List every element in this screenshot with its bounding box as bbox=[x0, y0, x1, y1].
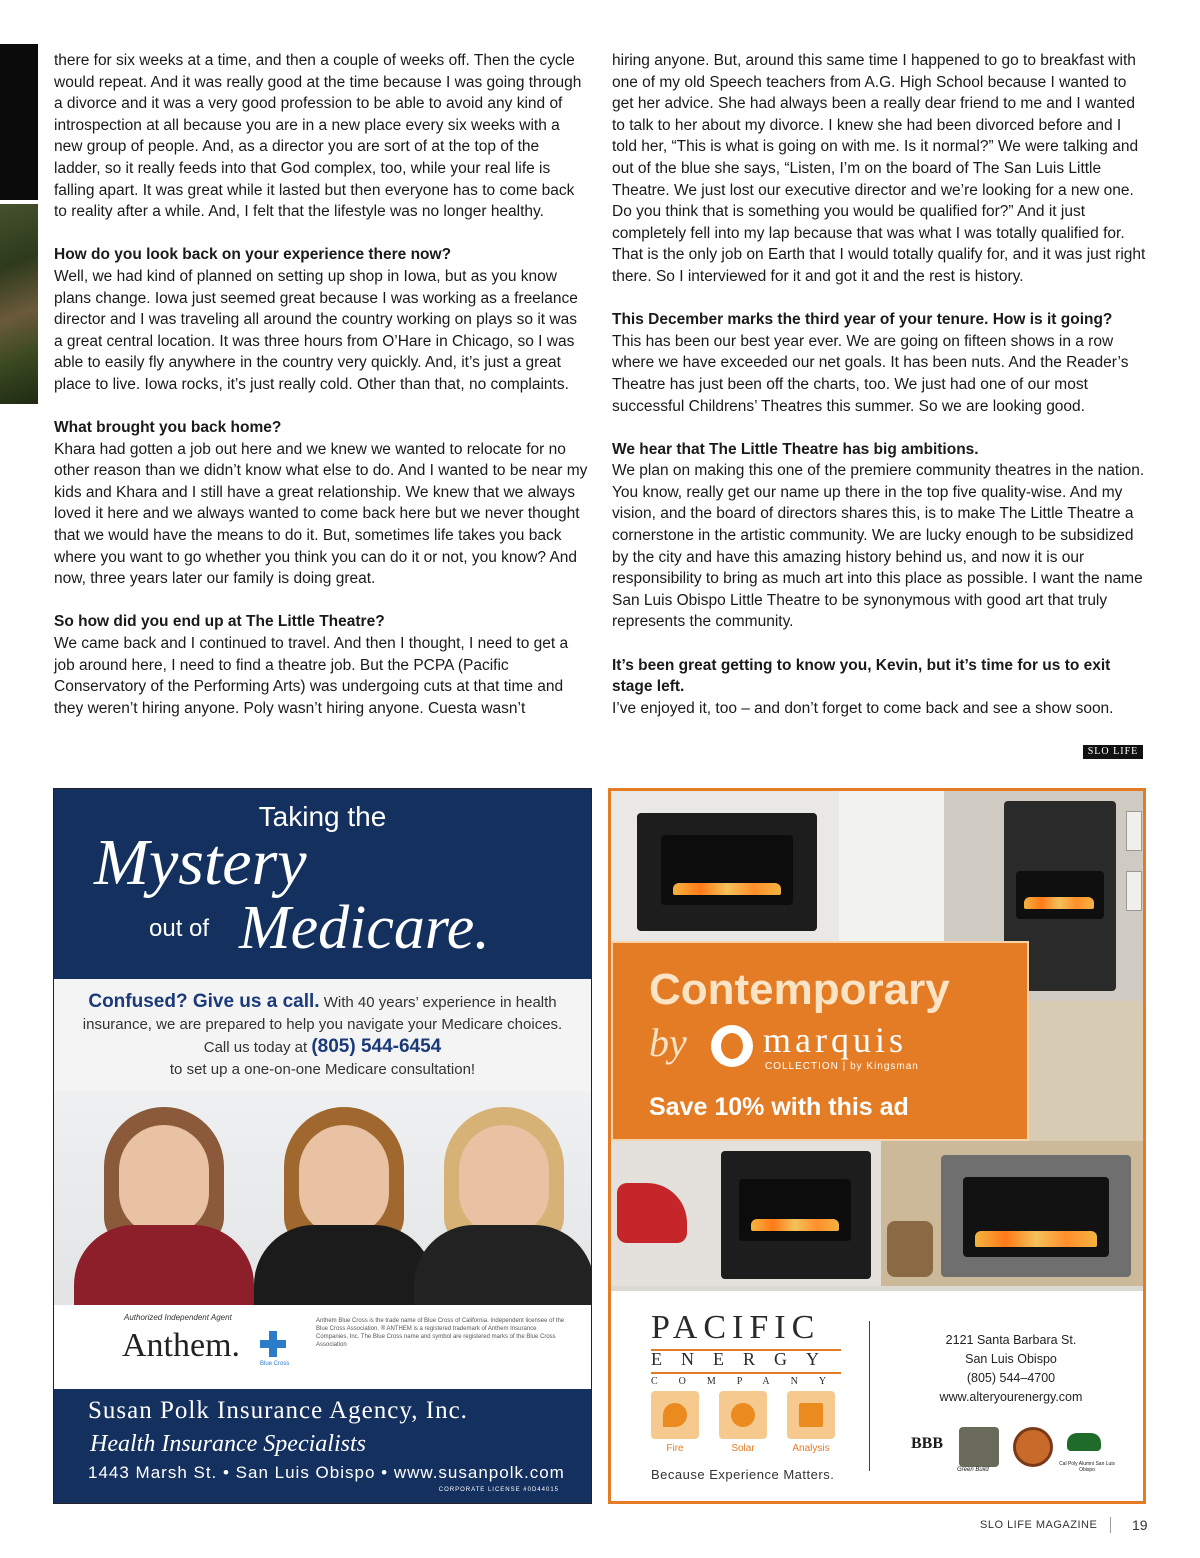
company-tagline: Because Experience Matters. bbox=[651, 1467, 835, 1482]
service-label: Fire bbox=[666, 1443, 684, 1454]
edge-photo-strip bbox=[0, 204, 38, 404]
qa-block bbox=[54, 611, 589, 719]
qa-block bbox=[612, 309, 1147, 417]
agency-footer bbox=[54, 1389, 591, 1504]
service-label: Analysis bbox=[792, 1443, 830, 1454]
service-icons bbox=[651, 1391, 841, 1457]
phone-number[interactable]: (805) 544–4700 bbox=[966, 1371, 1056, 1385]
qa-block bbox=[612, 439, 1147, 633]
authorized-label: Authorized Independent Agent bbox=[124, 1313, 232, 1322]
license-number: CORPORATE LICENSE #0D44015 bbox=[438, 1487, 559, 1493]
question: How do you look back on your experience there now? bbox=[54, 246, 452, 264]
fireplace-photo-collage bbox=[611, 791, 1143, 1291]
company-contact bbox=[911, 1331, 1111, 1407]
agent-portrait bbox=[74, 1105, 254, 1305]
agency-name: Susan Polk Insurance Agency, Inc. bbox=[88, 1397, 468, 1424]
headline-line1: Taking the bbox=[258, 801, 387, 832]
blue-cross-icon bbox=[260, 1331, 286, 1357]
marquis-logo-icon bbox=[711, 1025, 753, 1067]
fireplace-photo bbox=[881, 1141, 1146, 1286]
pacific-energy-logo bbox=[651, 1309, 848, 1387]
certification-badges bbox=[911, 1427, 1121, 1473]
paragraph: there for six weeks at a time, and then a couple of weeks off. Then the cycle would repeat. And it was really good at the time because I was going through a divorce and it was a very good profession to be able to avoid any kind of introspection at all because you are in a new place every six weeks with a new group of people. And, as a director you are sort of at the top of the ladder, so it really feeds into that God complex, too, while your real life is falling apart. It was great while it lasted but then everyone has to come back to reality after a while. And, I felt that the lifestyle was no longer healthy. bbox=[54, 52, 582, 221]
logo-energy: ENERGY bbox=[651, 1349, 838, 1369]
pitch-body: With 40 years’ experience in health insurance, we are prepared to help you navigate your Medicare choices. bbox=[82, 994, 563, 1033]
pitch-lead: Confused? Give us a call. bbox=[88, 991, 320, 1012]
blue-cross-label: Blue Cross bbox=[260, 1361, 290, 1367]
question: So how did you end up at The Little Theatre? bbox=[54, 613, 385, 631]
green-build-label: Green Build bbox=[957, 1467, 989, 1473]
article-column-right bbox=[612, 50, 1147, 741]
phone-number[interactable]: (805) 544-6454 bbox=[311, 1036, 442, 1057]
logo-company: COMPANY bbox=[651, 1376, 848, 1387]
agency-tagline: Health Insurance Specialists bbox=[90, 1431, 366, 1457]
offer-text: Save 10% with this ad bbox=[649, 1093, 909, 1121]
fireplace-photo bbox=[1029, 1001, 1146, 1141]
paragraph: hiring anyone. But, around this same time I happened to go to breakfast with one of my old Speech teachers from A.G. High School because I wanted to get her advice. She had always been a really dear friend to me and I wanted to talk to her about my divorce. I knew she had been divorced before and I told her, “This is what is going on with me. Is it normal?” We were talking and out of the blue she says, “Listen, I’m on the board of The San Luis Little Theatre. We just lost our executive director and we’re looking for a new one. Do you think that is something you would be qualified for?” And it just completely fell into my lap because that was what I was totally qualified for. That is the only job on Earth that I would totally qualify for, and it was just right there. So I interviewed for it and got it and the rest is history. bbox=[612, 52, 1146, 285]
medicare-headline bbox=[54, 789, 591, 979]
answer: This has been our best year ever. We are going on fifteen shows in a row where we have exceeded our net goals. It has been nuts. And the Reader’s Theatre has just been off the charts, too. We just had one of our most successful Childrens’ Theatres this summer. So we are looking good. bbox=[612, 332, 1129, 415]
brand-name: marquis bbox=[763, 1020, 907, 1060]
agents-photo bbox=[54, 1091, 591, 1305]
anthem-logo: Anthem. bbox=[122, 1327, 241, 1364]
answer: We came back and I continued to travel. And then I thought, I need to get a job around here, I need to find a theatre job. But the PCPA (Pacific Conservatory of the Performing Arts) was undergoing cuts at that time and they weren’t hiring anyone. Poly wasn’t hiring anyone. Cuesta wasn’t bbox=[54, 635, 569, 717]
end-mark-badge: SLO LIFE bbox=[1083, 745, 1143, 759]
city: San Luis Obispo bbox=[965, 1352, 1057, 1366]
call-text: Call us today at bbox=[203, 1039, 308, 1056]
agent-portrait bbox=[414, 1105, 592, 1305]
sun-icon bbox=[719, 1391, 767, 1439]
alumni-label: Cal Poly Alumni San Luis Obispo bbox=[1059, 1461, 1115, 1473]
answer: Well, we had kind of planned on setting up shop in Iowa, but as you know plans change. Iowa just seemed great because I was working as a freelance director and I was traveling all around the country working on plays so it was a great central location. It was three hours from O’Hare in Chicago, so I was able to easily fly anywhere in the country very quickly. And, it’s just a great place to live. Iowa rocks, it’s just really cold. Other than that, no complaints. bbox=[54, 267, 578, 393]
promo-headline: Contemporary bbox=[649, 965, 950, 1014]
green-build-badge bbox=[959, 1427, 999, 1467]
agent-portrait bbox=[254, 1105, 434, 1305]
fireplace-photo bbox=[611, 1141, 881, 1286]
answer: I’ve enjoyed it, too – and don’t forget to come back and see a show soon. bbox=[612, 699, 1114, 717]
brand-collection: COLLECTION | by Kingsman bbox=[765, 1061, 919, 1072]
medicare-ad[interactable] bbox=[53, 788, 592, 1504]
promo-by: by bbox=[649, 1020, 687, 1065]
qa-block bbox=[54, 244, 589, 395]
question: It’s been great getting to know you, Kevin, but it’s time for us to exit stage left. bbox=[612, 656, 1111, 696]
website-link[interactable]: www.alteryourenergy.com bbox=[939, 1390, 1083, 1404]
question: What brought you back home? bbox=[54, 419, 282, 437]
street-address: 2121 Santa Barbara St. bbox=[945, 1333, 1077, 1347]
seal-badge bbox=[1013, 1427, 1053, 1467]
service-label: Solar bbox=[731, 1443, 755, 1454]
red-chair bbox=[617, 1183, 687, 1243]
agency-address[interactable]: 1443 Marsh St. • San Luis Obispo • www.susanpolk.com bbox=[88, 1463, 565, 1482]
fireplace-photo bbox=[839, 791, 944, 943]
anthem-fine-print: Anthem Blue Cross is the trade name of Blue Cross of California. Independent licensee of the Blue Cross Association. ® ANTHEM is a registered trademark of Anthem Insurance Companies, Inc. The Blue Cross name and symbol are registered marks of the Blue Cross Association bbox=[316, 1318, 565, 1348]
edge-black-block bbox=[0, 44, 38, 200]
medicare-pitch bbox=[54, 979, 591, 1091]
footer-magazine-name: SLO LIFE MAGAZINE bbox=[980, 1519, 1098, 1531]
promo-panel bbox=[611, 941, 1029, 1141]
consult-text: to set up a one-on-one Medicare consultation! bbox=[169, 1061, 476, 1078]
question: This December marks the third year of your tenure. How is it going? bbox=[612, 311, 1113, 329]
answer: Khara had gotten a job out here and we knew we wanted to relocate for no other reason than we didn’t know what else to do. And I wanted to be near my kids and Khara and I still have a great relationship. We knew that we always loved it here and we always wanted to come back here but we never thought that we would have the means to do it. But, sometimes life takes you back where you want to go whether you think you can do it or not, you know? And now, three years later our family is doing great. bbox=[54, 440, 588, 588]
headline-line2: Mystery bbox=[94, 826, 307, 899]
article-column-left bbox=[54, 50, 589, 741]
headline-line4: Medicare. bbox=[239, 894, 490, 962]
fireplace-ad[interactable] bbox=[608, 788, 1146, 1504]
house-arrow-icon bbox=[787, 1391, 835, 1439]
qa-block bbox=[612, 655, 1147, 720]
qa-block bbox=[54, 417, 589, 590]
footer-divider bbox=[1110, 1517, 1111, 1533]
flame-icon bbox=[651, 1391, 699, 1439]
divider bbox=[869, 1321, 870, 1471]
logo-pacific: PACIFIC bbox=[651, 1309, 821, 1346]
fireplace-photo bbox=[611, 791, 839, 943]
bbb-badge: BBB bbox=[911, 1435, 944, 1452]
headline-line3: out of bbox=[149, 915, 210, 942]
page-number: 19 bbox=[1132, 1517, 1148, 1533]
question: We hear that The Little Theatre has big ambitions. bbox=[612, 440, 979, 458]
answer: We plan on making this one of the premiere community theatres in the nation. You know, really get our name up there in the top five quality-wise. And my vision, and the board of directors shares this, is to make The Little Theatre a cornerstone in the artistic community. We are lucky enough to be subsidized by the city and have this amazing history behind us, and now it is our responsibility to bring as much art into this place as possible. I want the name San Luis Obispo Little Theatre to be synonymous with good art that truly represents the community. bbox=[612, 462, 1145, 631]
anthem-block bbox=[54, 1305, 591, 1389]
